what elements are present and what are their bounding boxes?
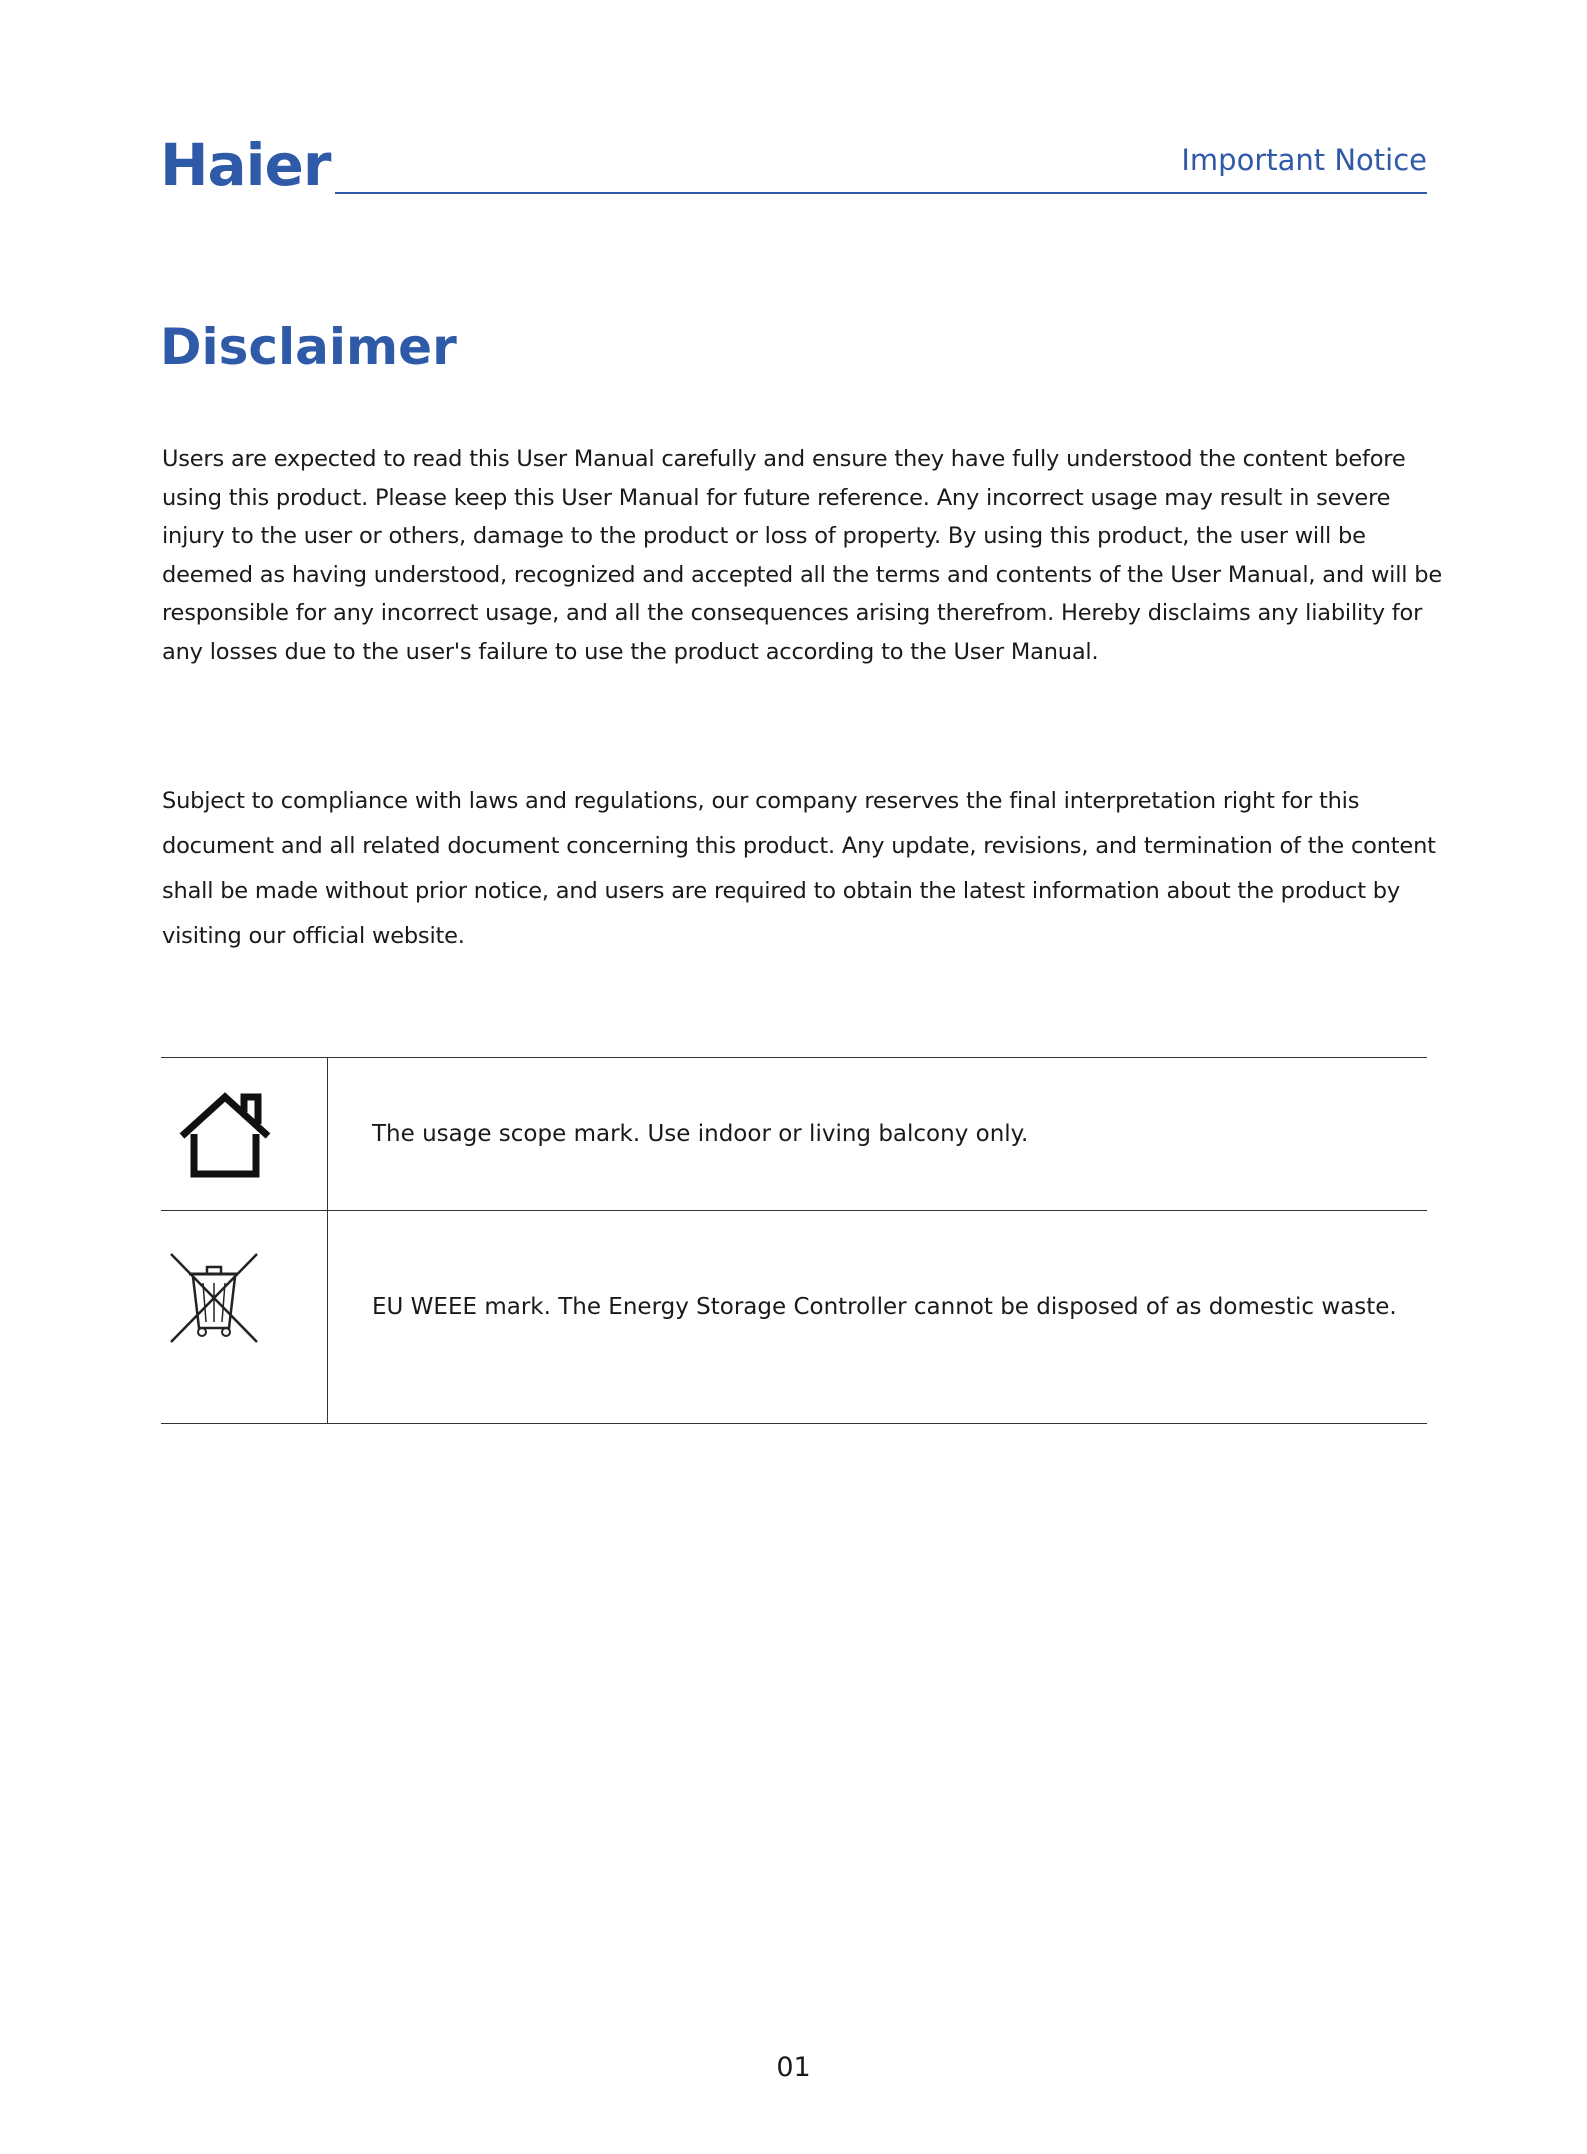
mark-description: EU WEEE mark. The Energy Storage Controller cannot be disposed of as domestic waste.: [372, 1294, 1397, 1320]
header-rule: [335, 192, 1427, 194]
disclaimer-paragraph-2: Subject to compliance with laws and regulations, our company reserves the final interpretation right for this document and all related document concerning this product. Any update, revisions, and termination of the content shall be made without prior notice, and users are required to obtain the latest information about the product by visiting our official website.: [162, 788, 1436, 949]
haier-logo: Haier: [160, 131, 331, 199]
header-section-label: Important Notice: [1181, 143, 1427, 177]
page-title: Disclaimer: [160, 318, 457, 376]
crossed-out-wheelie-bin-icon: [169, 1252, 259, 1344]
mark-icon-cell: [161, 1058, 328, 1211]
marks-table-row: [161, 1211, 1427, 1424]
disclaimer-paragraph-1: Users are expected to read this User Manual carefully and ensure they have fully understood the content before using this product. Please keep this User Manual for future reference. Any incorrect usage may result in severe injury to the user or others, damage to the product or loss of property. By using this product, the user will be deemed as having understood, recognized and accepted all the terms and contents of the User Manual, and will be responsible for any incorrect usage, and all the consequences arising therefrom. Hereby disclaims any liability for any losses due to the user's failure to use the product according to the User Manual.: [162, 446, 1443, 665]
mark-description: The usage scope mark. Use indoor or living balcony only.: [372, 1121, 1029, 1147]
house-icon: [178, 1088, 278, 1180]
mark-icon-cell: [161, 1211, 328, 1424]
marks-table: [161, 1057, 1427, 1424]
marks-table-row: [161, 1058, 1427, 1211]
page-number: 01: [776, 2052, 811, 2083]
